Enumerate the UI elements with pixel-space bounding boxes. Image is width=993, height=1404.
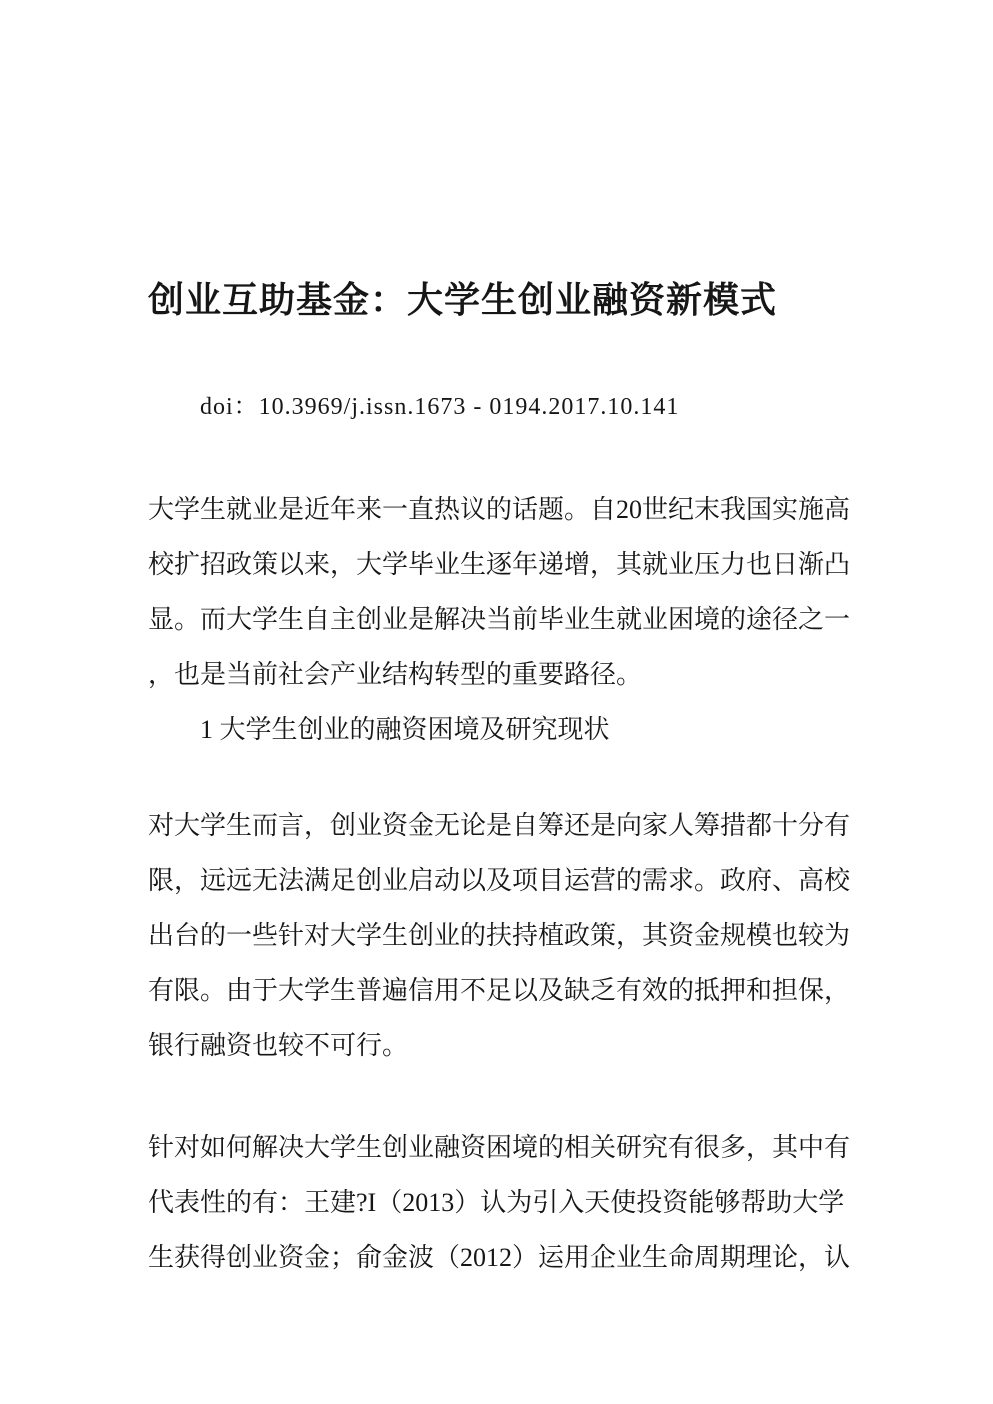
text-line: ，也是当前社会产业结构转型的重要路径。 (148, 660, 643, 689)
article-title: 创业互助基金：大学生创业融资新模式 (148, 280, 778, 320)
text-line: 有限。由于大学生普遍信用不足以及缺乏有效的抵押和担保， (148, 976, 851, 1005)
text-line: 生获得创业资金；俞金波（2012）运用企业生命周期理论，认 (148, 1243, 851, 1272)
text-line: 大学生就业是近年来一直热议的话题。自20世纪末我国实施高 (148, 495, 851, 524)
funding-difficulty-paragraph (148, 798, 858, 1073)
text-line: 显。而大学生自主创业是解决当前毕业生就业困境的途径之一 (148, 605, 851, 634)
doi-line: doi：10.3969/j.issn.1673 - 0194.2017.10.141 (200, 394, 680, 420)
section-1-heading: 1 大学生创业的融资困境及研究现状 (200, 715, 610, 744)
intro-paragraph (148, 482, 858, 757)
text-line: 针对如何解决大学生创业融资困境的相关研究有很多，其中有 (148, 1133, 851, 1162)
text-line: 校扩招政策以来，大学毕业生逐年递增，其就业压力也日渐凸 (148, 550, 851, 579)
text-line: 对大学生而言，创业资金无论是自筹还是向家人筹措都十分有 (148, 811, 851, 840)
text-line: 限，远远无法满足创业启动以及项目运营的需求。政府、高校 (148, 866, 851, 895)
text-line: 代表性的有：王建?I（2013）认为引入天使投资能够帮助大学 (148, 1188, 845, 1217)
text-line: 出台的一些针对大学生创业的扶持植政策，其资金规模也较为 (148, 921, 851, 950)
research-status-paragraph (148, 1120, 858, 1285)
text-line: 银行融资也较不可行。 (148, 1031, 409, 1060)
